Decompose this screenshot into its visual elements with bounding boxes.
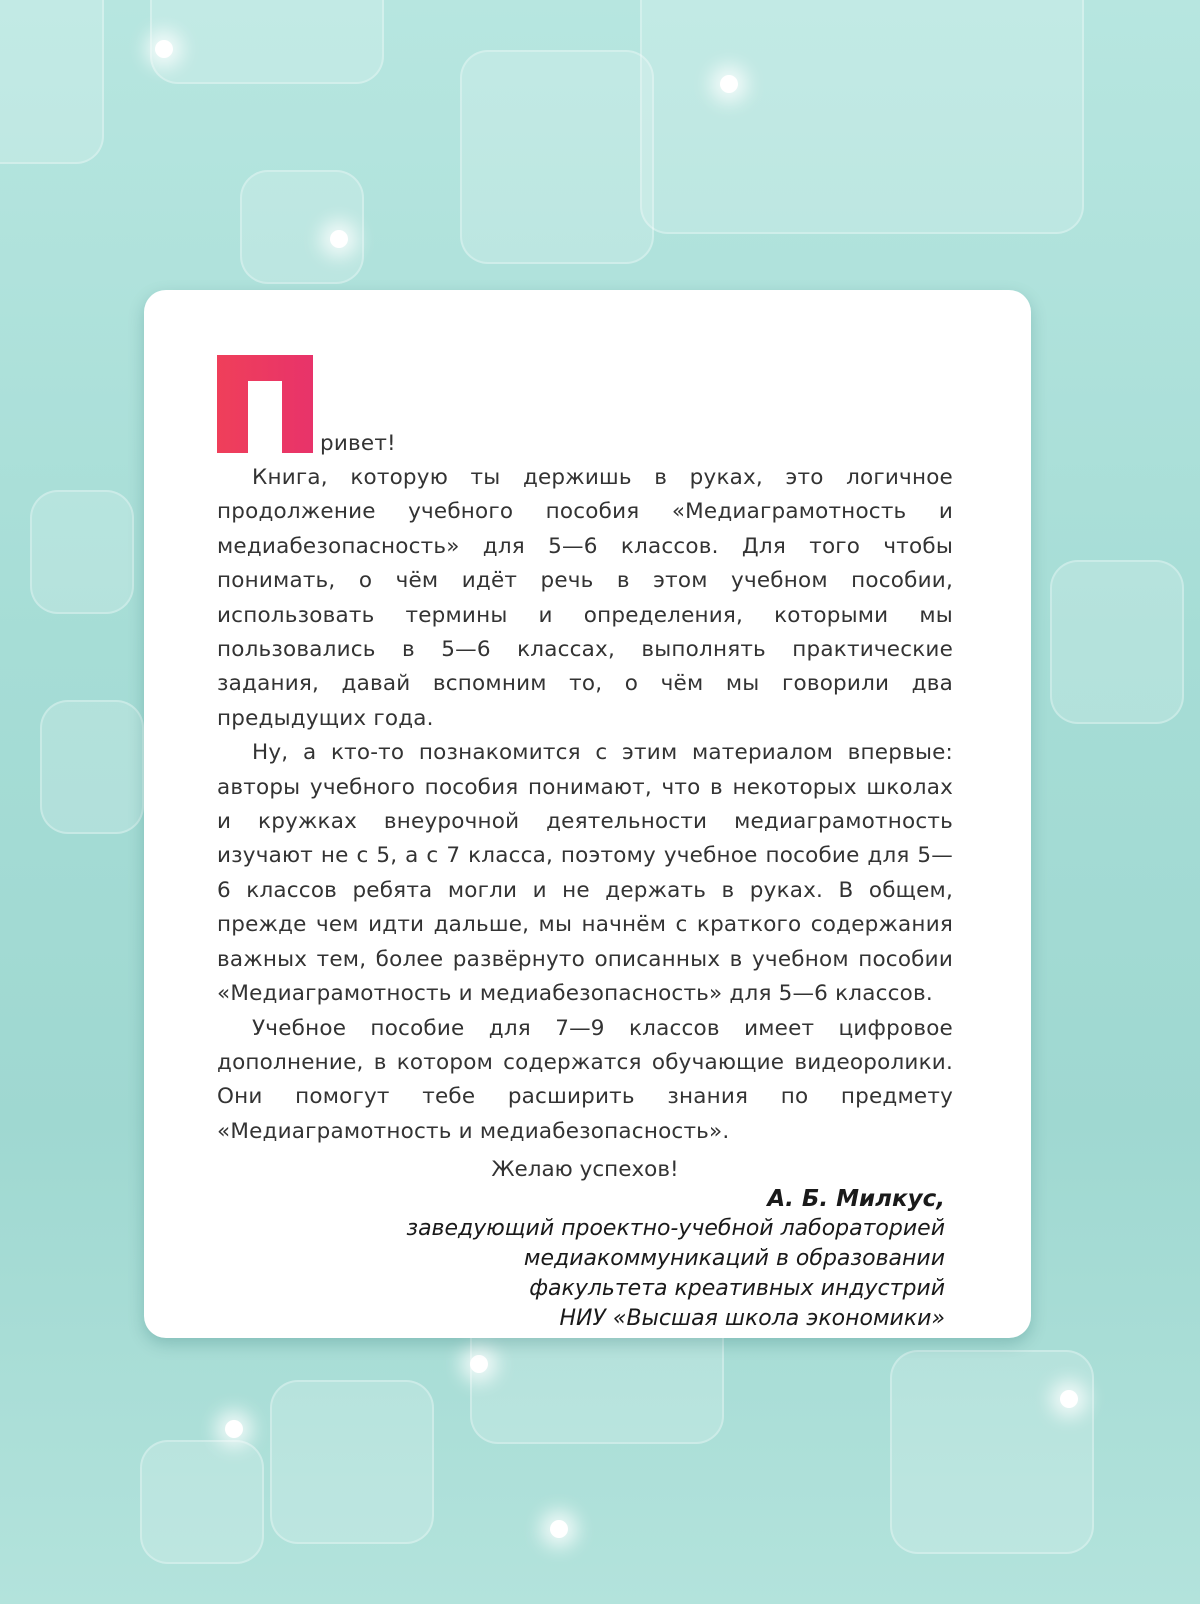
card-content bbox=[217, 355, 953, 1334]
signature-block bbox=[217, 1184, 953, 1334]
background-tile bbox=[890, 1350, 1094, 1554]
background-tile bbox=[640, 0, 1084, 234]
closing-wish: Желаю успехов! bbox=[491, 1157, 679, 1183]
light-spot bbox=[330, 230, 348, 248]
greeting: ривет! bbox=[320, 431, 396, 456]
background-tile bbox=[240, 170, 364, 284]
background-tile bbox=[40, 700, 144, 834]
light-spot bbox=[1060, 1390, 1078, 1408]
light-spot bbox=[225, 1420, 243, 1438]
paragraph-1: Книга, которую ты держишь в руках, это логичное продолжение учебного пособия «Медиаграмотность и медиабезопасность» для 5—6 классов. Для того чтобы понимать, о чём идёт речь в этом учебном пособии, использовать термины и определения, которыми мы пользовались в 5—6 классах, выполнять практические задания, давай вспомним то, о чём мы говорили два предыдущих года. bbox=[217, 465, 953, 731]
light-spot bbox=[720, 75, 738, 93]
paragraph-2: Ну, а кто-то познакомится с этим материалом впервые: авторы учебного пособия понимают, что в некоторых школах и кружках внеурочной деятельности медиаграмотность изучают не с 5, а с 7 класса, поэтому учебное пособие для 5—6 классов ребята могли и не держать в руках. В общем, прежде чем идти дальше, мы начнём с краткого содержания важных тем, более развёрнуто описанных в учебном пособии «Медиаграмотность и медиабезопасность» для 5—6 классов. bbox=[217, 740, 953, 1007]
background-tile bbox=[140, 1440, 264, 1564]
background-tile bbox=[30, 490, 134, 614]
author-name: А. Б. Милкус, bbox=[767, 1186, 945, 1213]
author-title-line: заведующий проектно-учебной лабораторией bbox=[406, 1216, 945, 1242]
paragraph-3: Учебное пособие для 7—9 классов имеет цифровое дополнение, в котором содержатся обучающие видеоролики. Они помогут тебе расширить знания по предмету «Медиаграмотность и медиабезопасность». bbox=[217, 1015, 953, 1144]
dropcap-letter bbox=[217, 355, 313, 453]
author-title-line: медиакоммуникаций в образовании bbox=[523, 1246, 945, 1272]
background-tile bbox=[0, 0, 104, 164]
author-title-line: НИУ «Высшая школа экономики» bbox=[559, 1306, 945, 1332]
light-spot bbox=[470, 1355, 488, 1373]
background-tile bbox=[1050, 560, 1184, 724]
body-text bbox=[217, 355, 953, 1149]
light-spot bbox=[550, 1520, 568, 1538]
light-spot bbox=[155, 40, 173, 58]
author-title-line: факультета креативных индустрий bbox=[529, 1276, 945, 1302]
background-tile bbox=[150, 0, 384, 84]
background-tile bbox=[460, 50, 654, 264]
text-card bbox=[144, 290, 1031, 1338]
background-tile bbox=[270, 1380, 434, 1544]
